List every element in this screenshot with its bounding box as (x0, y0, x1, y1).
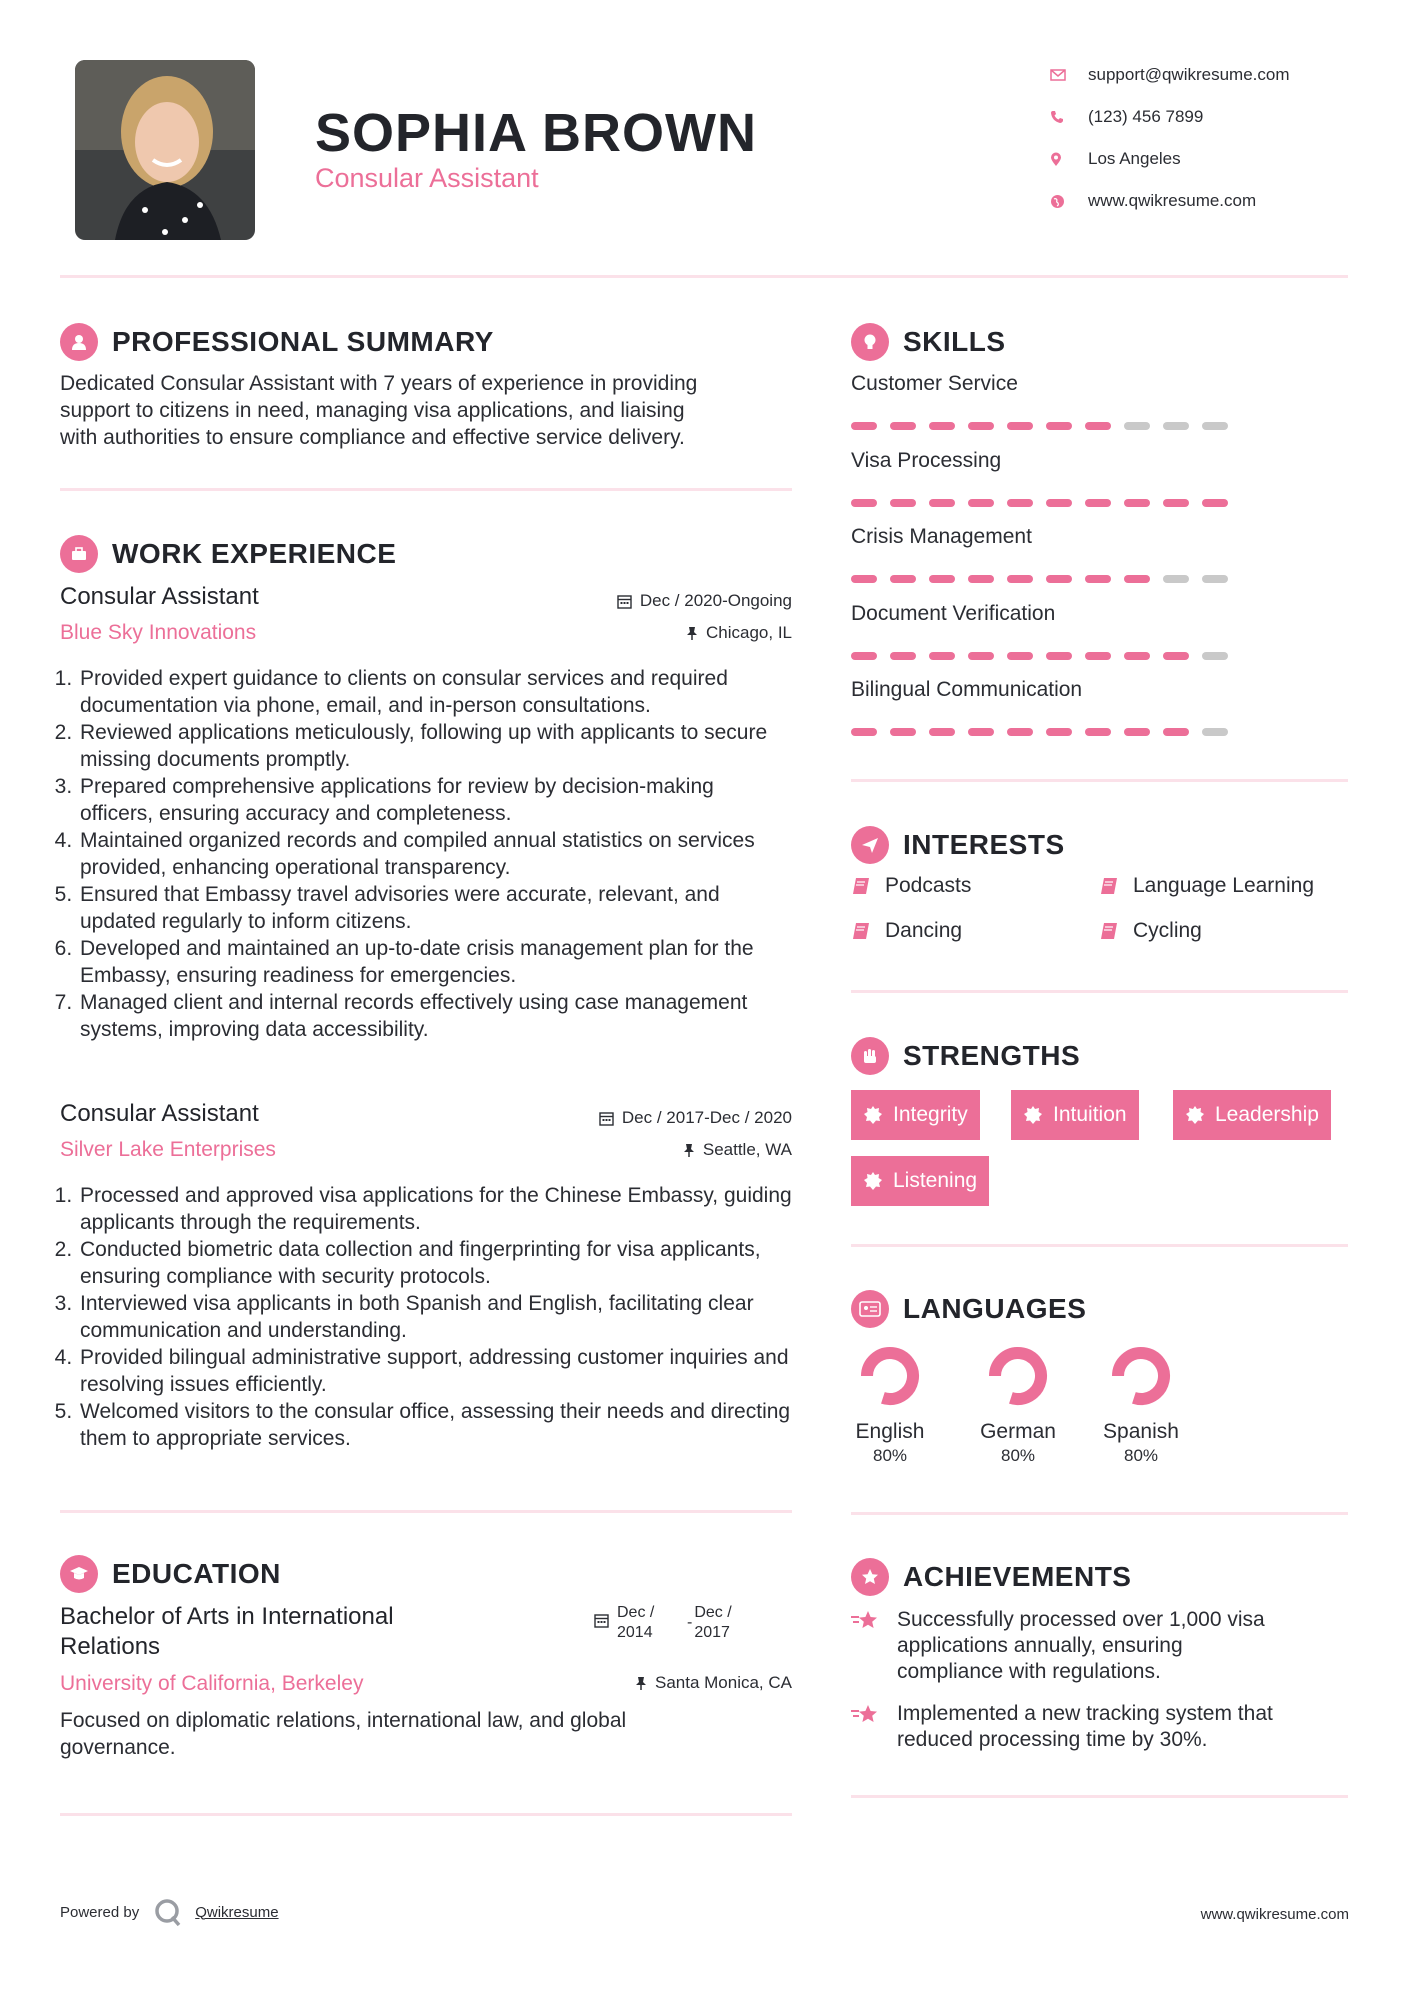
education-date-start-year: 2014 (617, 1624, 653, 1641)
profile-photo (75, 60, 255, 240)
skill-item (851, 372, 1228, 430)
language-ring-arc (867, 1353, 913, 1399)
interest-item (1099, 874, 1314, 898)
brand-link[interactable]: Qwikresume (195, 1903, 279, 1921)
contact-website-text: www.qwikresume.com (1088, 191, 1257, 210)
job-date-text: Dec / 2017-Dec / 2020 (621, 1108, 792, 1127)
language-percent: 80% (1123, 1446, 1159, 1465)
skill-level-bar (851, 652, 1228, 660)
interest-item (851, 919, 962, 943)
work-heading (60, 535, 396, 573)
job-duty: 6. Developed and maintained an up-to-date crisis management plan for the Embassy, ensuring readiness for emergencies. (78, 935, 792, 989)
footer-powered (60, 1897, 279, 1927)
job-title: Consular Assistant (60, 583, 259, 610)
skill-name: Document Verification (851, 601, 1056, 625)
education-date-end-month: Dec / (694, 1604, 732, 1621)
skill-level-dot (968, 575, 994, 583)
pushpin-icon (635, 1676, 647, 1691)
badge-icon (1185, 1105, 1205, 1125)
job-duties (60, 1182, 792, 1452)
skill-level-dot (1085, 499, 1111, 507)
star-badge-icon (851, 1558, 889, 1596)
degree (60, 1602, 394, 1662)
interest-item (1099, 919, 1202, 943)
calendar-icon (617, 594, 632, 609)
job-duties (60, 665, 792, 1043)
footer-website[interactable]: www.qwikresume.com (1200, 1906, 1349, 1923)
skill-level-dot (1007, 728, 1033, 736)
job-company: Silver Lake Enterprises (60, 1138, 276, 1161)
graduation-icon (60, 1555, 98, 1593)
skill-level-dot (1007, 652, 1033, 660)
skill-level-dot (1046, 499, 1072, 507)
job-duty: 4. Maintained organized records and compiled annual statistics on services provided, enhancing operational transparency. (78, 827, 792, 881)
skill-level-dot (890, 499, 916, 507)
globe-icon (1050, 194, 1088, 209)
job-date (617, 591, 792, 611)
work-title: WORK EXPERIENCE (112, 538, 397, 569)
job-location (686, 623, 792, 643)
job-duty: 7. Managed client and internal records effectively using case management systems, improving data accessibility. (78, 989, 792, 1043)
skill-level-dot (1163, 575, 1189, 583)
skill-level-dot (1085, 652, 1111, 660)
briefcase-icon (60, 535, 98, 573)
job-title: Consular Assistant (60, 1100, 259, 1127)
phone-icon (1050, 110, 1088, 124)
skill-level-dot (1163, 422, 1189, 430)
skill-level-bar (851, 728, 1228, 736)
achievement-line: Successfully processed over 1,000 visa (897, 1608, 1265, 1631)
skill-level-dot (968, 728, 994, 736)
skill-level-bar (851, 422, 1228, 430)
skill-level-dot (929, 575, 955, 583)
powered-by-label: Powered by (60, 1903, 140, 1921)
mail-icon (1050, 69, 1088, 81)
skill-level-dot (890, 422, 916, 430)
header-divider (60, 275, 1348, 278)
skill-level-dot (929, 652, 955, 660)
interest-label: Podcasts (885, 874, 972, 897)
skill-level-dot (1007, 499, 1033, 507)
language-ring-arc (1118, 1353, 1164, 1399)
job-duty: 5. Ensured that Embassy travel advisories were accurate, relevant, and updated regularly to inform citizens. (78, 881, 792, 935)
skill-item (851, 449, 1228, 507)
summary-divider (60, 488, 792, 491)
education-location-text: Santa Monica, CA (654, 1673, 792, 1692)
languages-title: LANGUAGES (903, 1293, 1087, 1324)
skill-level-dot (1124, 728, 1150, 736)
education-heading (60, 1555, 281, 1593)
education-description (60, 1707, 800, 1761)
contact-location-text: Los Angeles (1088, 149, 1181, 168)
languages-heading (851, 1290, 1086, 1328)
achievement-line: applications annually, ensuring (897, 1634, 1183, 1657)
skill-level-dot (851, 575, 877, 583)
strength-label: Listening (893, 1169, 978, 1192)
language-item (973, 1345, 1063, 1466)
language-name: German (980, 1420, 1056, 1443)
strengths-divider (851, 1244, 1348, 1247)
skill-level-dot (851, 422, 877, 430)
summary-heading (60, 323, 494, 361)
job-entry (60, 1100, 792, 1452)
badge-icon (863, 1171, 883, 1191)
badge-icon (1023, 1105, 1043, 1125)
achievement-item (851, 1607, 1351, 1685)
skill-level-dot (968, 499, 994, 507)
star-icon (851, 1607, 897, 1685)
school-name: University of California, Berkeley (60, 1672, 364, 1695)
job-location-text: Seattle, WA (702, 1140, 792, 1159)
achievement-item (851, 1701, 1351, 1753)
strength-tag (1011, 1090, 1139, 1140)
degree-line: Bachelor of Arts in International (60, 1603, 394, 1630)
job-duty: 3. Prepared comprehensive applications for review by decision-making officers, ensuring accuracy and completeness. (78, 773, 792, 827)
skill-level-dot (1202, 422, 1228, 430)
skill-level-dot (1124, 652, 1150, 660)
badge-icon (863, 1105, 883, 1125)
summary-line: Dedicated Consular Assistant with 7 years of experience in providing (60, 372, 698, 395)
lightbulb-icon (851, 323, 889, 361)
skill-item (851, 678, 1228, 736)
skill-name: Bilingual Communication (851, 678, 1083, 701)
education-dates (594, 1603, 732, 1643)
skills-title: SKILLS (903, 326, 1006, 357)
job-date (599, 1108, 792, 1128)
skill-name: Customer Service (851, 372, 1018, 395)
skill-level-dot (1124, 575, 1150, 583)
skill-level-dot (1202, 575, 1228, 583)
id-card-icon (851, 1290, 889, 1328)
pushpin-icon (683, 1143, 695, 1158)
skill-level-bar (851, 575, 1228, 583)
language-percent: 80% (872, 1446, 908, 1465)
candidate-role: Consular Assistant (315, 163, 539, 193)
location-pin-icon (1050, 152, 1088, 167)
education-desc-line: governance. (60, 1736, 176, 1759)
calendar-icon (599, 1111, 614, 1126)
skill-level-dot (890, 728, 916, 736)
education-date-end (694, 1603, 731, 1643)
achievements-heading (851, 1558, 1131, 1596)
calendar-icon (594, 1613, 609, 1628)
skill-level-dot (929, 728, 955, 736)
strengths-title: STRENGTHS (903, 1040, 1081, 1071)
book-icon (851, 877, 871, 895)
skill-name: Visa Processing (851, 448, 1002, 472)
education-date-start-month: Dec / (617, 1604, 655, 1621)
skill-level-dot (851, 652, 877, 660)
skill-level-dot (1046, 575, 1072, 583)
skill-level-dot (1163, 728, 1189, 736)
contact-phone-text: (123) 456 7899 (1088, 107, 1204, 126)
qwikresume-logo-icon (153, 1897, 183, 1927)
interests-heading (851, 826, 1065, 864)
language-ring (987, 1345, 1049, 1407)
language-item (845, 1345, 935, 1466)
interests-title: INTERESTS (903, 829, 1065, 860)
skill-level-dot (1163, 652, 1189, 660)
skill-level-dot (890, 575, 916, 583)
language-ring (1110, 1345, 1172, 1407)
job-date-text: Dec / 2020-Ongoing (639, 591, 792, 610)
interest-item (851, 874, 971, 898)
education-desc-line: Focused on diplomatic relations, international law, and global (60, 1709, 627, 1732)
skill-item (851, 602, 1228, 660)
interest-label: Dancing (885, 919, 963, 942)
achievements-divider (851, 1795, 1348, 1798)
strengths-heading (851, 1037, 1080, 1075)
skill-level-dot (1124, 499, 1150, 507)
achievement-line: compliance with regulations. (897, 1660, 1161, 1683)
user-icon (60, 323, 98, 361)
skills-divider (851, 779, 1348, 782)
language-name: Spanish (1103, 1420, 1179, 1443)
strength-label: Leadership (1215, 1103, 1319, 1126)
interest-label: Cycling (1133, 919, 1202, 942)
language-item (1096, 1345, 1186, 1466)
job-duty: 3. Interviewed visa applicants in both Spanish and English, facilitating clear communication and understanding. (78, 1290, 792, 1344)
language-ring-arc (995, 1353, 1041, 1399)
skill-level-dot (1046, 422, 1072, 430)
job-location-text: Chicago, IL (706, 623, 792, 642)
skill-level-dot (1124, 422, 1150, 430)
interest-label: Language Learning (1133, 874, 1315, 897)
book-icon (1099, 877, 1119, 895)
summary-line: with authorities to ensure compliance and effective service delivery. (60, 426, 685, 449)
achievement-line: reduced processing time by 30%. (897, 1728, 1208, 1751)
job-duty: 5. Welcomed visitors to the consular office, assessing their needs and directing them to appropriate services. (78, 1398, 792, 1452)
education-date-start (617, 1603, 687, 1643)
language-name: English (855, 1420, 925, 1443)
paper-plane-icon (851, 826, 889, 864)
skill-level-dot (1046, 652, 1072, 660)
summary-line: support to citizens in need, managing visa applications, and liaising (60, 399, 685, 422)
job-duty: 2. Reviewed applications meticulously, following up with applicants to secure missing documents promptly. (78, 719, 792, 773)
contact-location (1050, 138, 1370, 180)
education-date-end-year: 2017 (694, 1624, 730, 1641)
language-percent: 80% (1000, 1446, 1036, 1465)
strength-label: Integrity (893, 1103, 968, 1126)
skill-level-dot (890, 652, 916, 660)
skill-item (851, 525, 1228, 583)
contact-email-text: support@qwikresume.com (1088, 65, 1290, 84)
book-icon (851, 922, 871, 940)
summary-title: PROFESSIONAL SUMMARY (112, 326, 494, 357)
skill-level-dot (1163, 499, 1189, 507)
strength-label: Intuition (1053, 1103, 1127, 1126)
language-ring (859, 1345, 921, 1407)
job-location (683, 1140, 792, 1160)
candidate-name: SOPHIA BROWN (315, 103, 757, 163)
contact-phone (1050, 96, 1370, 138)
strength-tag (851, 1090, 980, 1140)
job-company: Blue Sky Innovations (60, 621, 257, 644)
work-divider (60, 1510, 792, 1513)
interests-divider (851, 990, 1348, 993)
contact-email[interactable] (1050, 54, 1370, 96)
pushpin-icon (686, 626, 698, 641)
languages-divider (851, 1512, 1348, 1515)
skill-level-dot (1007, 575, 1033, 583)
skill-level-dot (1085, 422, 1111, 430)
skill-level-dot (1202, 499, 1228, 507)
achievement-line: Implemented a new tracking system that (897, 1702, 1273, 1725)
achievements-title: ACHIEVEMENTS (903, 1561, 1132, 1592)
education-title: EDUCATION (112, 1558, 281, 1589)
fist-icon (851, 1037, 889, 1075)
skill-level-dot (851, 728, 877, 736)
education-location (635, 1673, 792, 1693)
skill-level-dot (1085, 728, 1111, 736)
strength-tag (851, 1156, 989, 1206)
book-icon (1099, 922, 1119, 940)
skill-level-dot (1202, 652, 1228, 660)
skill-level-dot (1085, 575, 1111, 583)
job-duty: 4. Provided bilingual administrative support, addressing customer inquiries and resolving issues efficiently. (78, 1344, 792, 1398)
degree-line: Relations (60, 1633, 161, 1660)
strength-tag (1173, 1090, 1331, 1140)
skill-name: Crisis Management (851, 525, 1032, 548)
summary-text (60, 370, 800, 451)
skill-level-dot (1007, 422, 1033, 430)
skill-level-dot (1202, 728, 1228, 736)
education-divider (60, 1813, 792, 1816)
skill-level-dot (851, 499, 877, 507)
contact-website[interactable] (1050, 180, 1370, 222)
job-duty: 1. Processed and approved visa applications for the Chinese Embassy, guiding applicants through the requirements. (78, 1182, 792, 1236)
education-date-sep: - (687, 1614, 693, 1631)
contact-block (1050, 54, 1370, 222)
skills-heading (851, 323, 1006, 361)
skill-level-bar (851, 499, 1228, 507)
skill-level-dot (968, 652, 994, 660)
job-duty: 2. Conducted biometric data collection and fingerprinting for visa applicants, ensuring compliance with security protocols. (78, 1236, 792, 1290)
skill-level-dot (929, 422, 955, 430)
skill-level-dot (929, 499, 955, 507)
skill-level-dot (1046, 728, 1072, 736)
job-duty: 1. Provided expert guidance to clients on consular services and required documentation via phone, email, and in-person consultations. (78, 665, 792, 719)
job-entry (60, 583, 792, 1043)
star-icon (851, 1701, 897, 1753)
skill-level-dot (968, 422, 994, 430)
